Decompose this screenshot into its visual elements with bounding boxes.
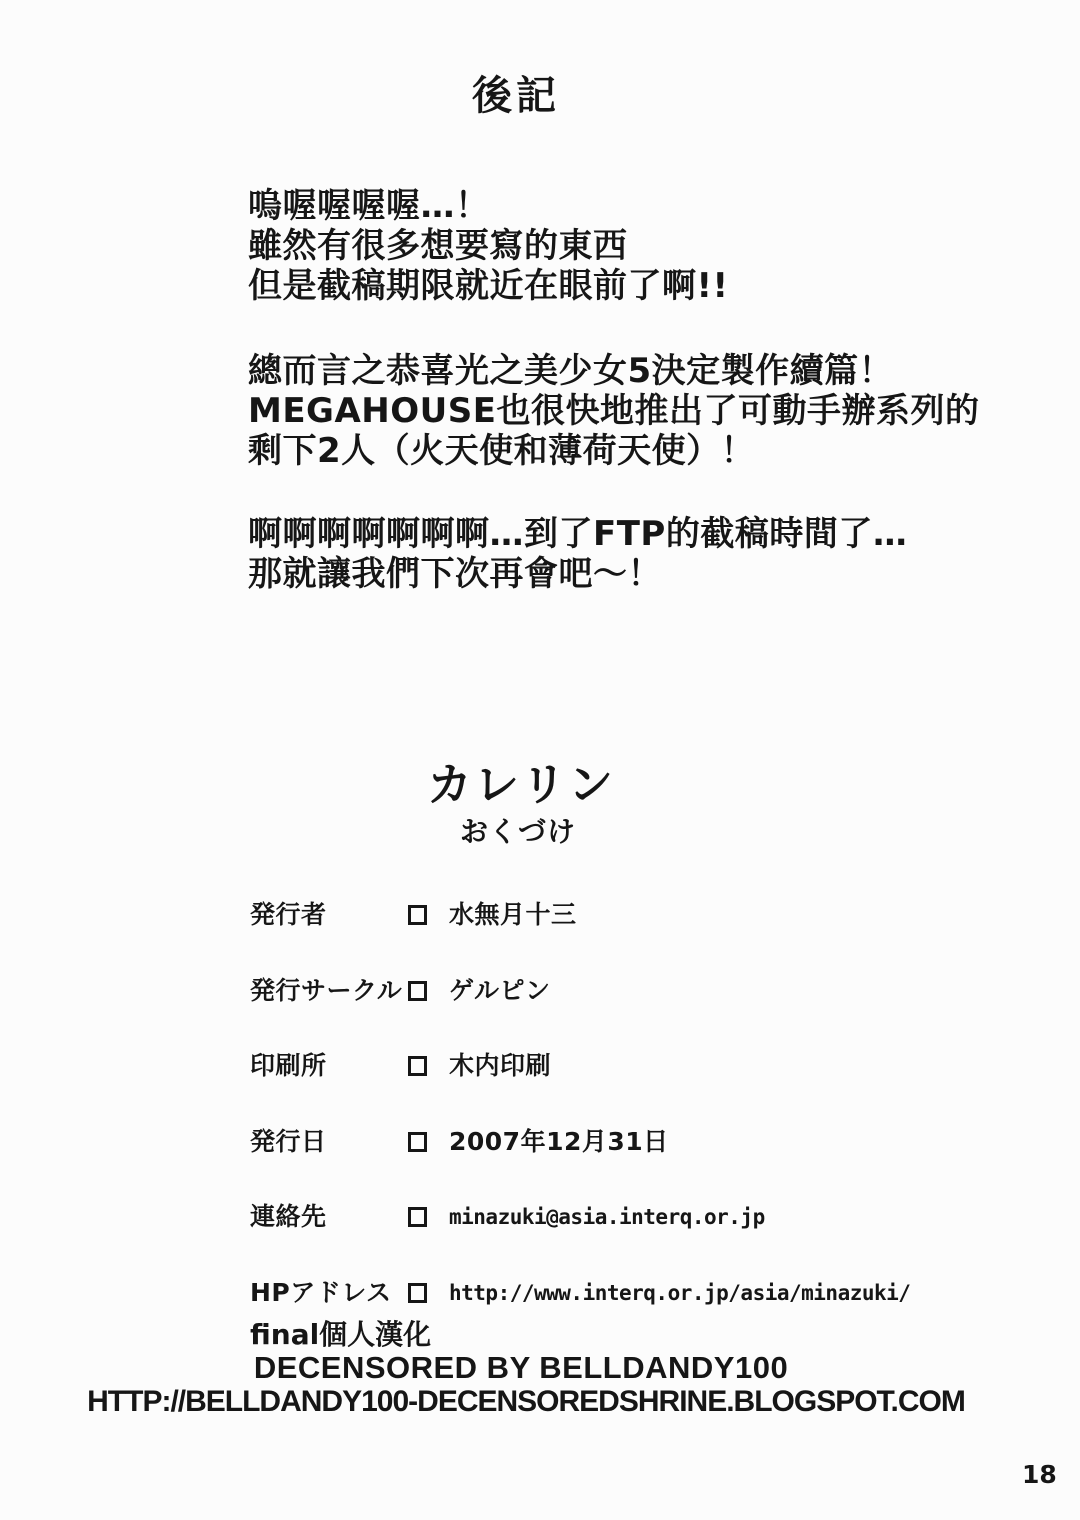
- colophon-label: 発行日: [250, 1126, 327, 1156]
- decensor-url: HTTP://BELLDANDY100-DECENSOREDSHRINE.BLOGSPOT.COM: [87, 1385, 965, 1418]
- afterword-title: 後記: [472, 73, 560, 119]
- paragraph-line: 總而言之恭喜光之美少女5決定製作續篇！: [248, 351, 894, 391]
- paragraph-line: 嗚喔喔喔喔…！: [248, 186, 490, 226]
- checkbox-icon: [408, 1283, 427, 1303]
- paragraph-line: 那就讓我們下次再會吧～！: [248, 554, 662, 594]
- colophon-row-publisher: [250, 900, 950, 976]
- paragraph-line: 啊啊啊啊啊啊啊…到了FTP的截稿時間了…: [248, 514, 908, 554]
- paragraph-line: MEGAHOUSE也很快地推出了可動手辦系列的: [248, 391, 980, 431]
- colophon-subtitle: おくづけ: [459, 815, 577, 848]
- colophon-row-contact: [250, 1202, 950, 1278]
- colophon-label: 発行サークル: [250, 975, 403, 1005]
- colophon-row-printer: [250, 1051, 950, 1127]
- afterword-paragraph-2: [248, 351, 979, 471]
- decensor-credit: DECENSORED BY BELLDANDY100: [253, 1350, 789, 1385]
- colophon-value: 水無月十三: [449, 900, 577, 929]
- afterword-paragraph-1: [248, 186, 729, 306]
- colophon-value: ゲルピン: [449, 975, 551, 1005]
- checkbox-icon: [408, 1207, 427, 1227]
- colophon-value-email: minazuki@asia.interq.or.jp: [449, 1205, 765, 1229]
- afterword-paragraph-3: [248, 514, 907, 594]
- checkbox-icon: [408, 981, 427, 1001]
- checkbox-icon: [408, 1132, 427, 1152]
- colophon-label: 印刷所: [250, 1051, 327, 1080]
- page-number: 18: [1022, 1460, 1057, 1489]
- colophon-title: カレリン: [426, 758, 616, 811]
- checkbox-icon: [408, 905, 427, 925]
- colophon-value-url: http://www.interq.or.jp/asia/minazuki/: [449, 1280, 911, 1305]
- colophon-label: HPアドレス: [250, 1277, 392, 1307]
- translation-credit: final個人漢化: [250, 1318, 432, 1351]
- colophon-label: 発行者: [250, 900, 327, 929]
- paragraph-line: 雖然有很多想要寫的東西: [248, 226, 628, 266]
- colophon-row-circle: [250, 976, 950, 1052]
- checkbox-icon: [408, 1056, 427, 1076]
- colophon-label: 連絡先: [250, 1202, 327, 1231]
- colophon-value: 2007年12月31日: [449, 1126, 669, 1156]
- colophon-row-date: [250, 1127, 950, 1203]
- colophon-value: 木内印刷: [449, 1051, 552, 1080]
- paragraph-line: 但是截稿期限就近在眼前了啊!!: [248, 266, 729, 306]
- colophon-table: [250, 900, 950, 1353]
- paragraph-line: 剩下2人（火天使和薄荷天使）！: [248, 431, 756, 471]
